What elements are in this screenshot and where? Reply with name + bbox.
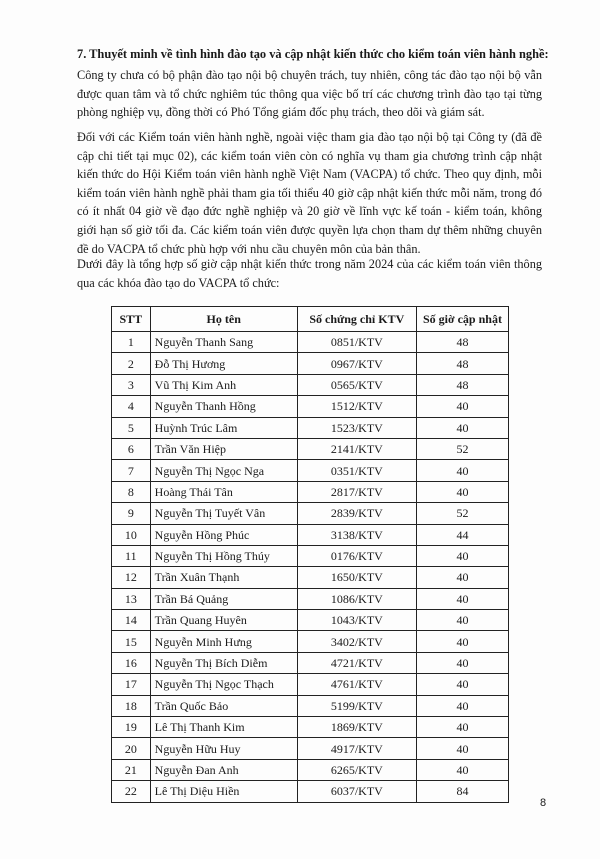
row-cert: 2839/KTV [297, 503, 416, 524]
table-row [112, 759, 509, 780]
row-cert: 1043/KTV [297, 610, 416, 631]
row-hours: 84 [416, 781, 508, 802]
table-row [112, 374, 509, 395]
table-row [112, 781, 509, 802]
row-cert: 3402/KTV [297, 631, 416, 652]
row-hours: 40 [416, 588, 508, 609]
row-name: Nguyễn Hữu Huy [150, 738, 297, 759]
row-hours: 40 [416, 396, 508, 417]
row-stt: 18 [112, 695, 151, 716]
row-cert: 1523/KTV [297, 417, 416, 438]
row-name: Nguyễn Hồng Phúc [150, 524, 297, 545]
row-cert: 1650/KTV [297, 567, 416, 588]
row-stt: 10 [112, 524, 151, 545]
row-cert: 4721/KTV [297, 652, 416, 673]
row-hours: 40 [416, 695, 508, 716]
header-stt: STT [112, 307, 151, 332]
row-hours: 40 [416, 460, 508, 481]
row-stt: 9 [112, 503, 151, 524]
row-name: Nguyễn Thanh Sang [150, 332, 297, 353]
table-header-row [112, 307, 509, 332]
row-stt: 8 [112, 481, 151, 502]
row-hours: 40 [416, 610, 508, 631]
row-stt: 17 [112, 674, 151, 695]
row-cert: 6265/KTV [297, 759, 416, 780]
row-cert: 0565/KTV [297, 374, 416, 395]
row-hours: 48 [416, 332, 508, 353]
row-hours: 44 [416, 524, 508, 545]
row-stt: 5 [112, 417, 151, 438]
row-cert: 2817/KTV [297, 481, 416, 502]
table-row [112, 438, 509, 459]
row-hours: 40 [416, 674, 508, 695]
row-stt: 20 [112, 738, 151, 759]
row-name: Nguyễn Minh Hưng [150, 631, 297, 652]
row-stt: 2 [112, 353, 151, 374]
row-name: Trần Xuân Thạnh [150, 567, 297, 588]
page-number: 8 [540, 797, 547, 809]
table-row [112, 695, 509, 716]
row-hours: 52 [416, 438, 508, 459]
table-row [112, 396, 509, 417]
table-row [112, 481, 509, 502]
row-hours: 40 [416, 567, 508, 588]
table-row [112, 717, 509, 738]
row-stt: 21 [112, 759, 151, 780]
table-row [112, 417, 509, 438]
row-name: Nguyễn Thị Ngọc Nga [150, 460, 297, 481]
row-cert: 0351/KTV [297, 460, 416, 481]
row-hours: 40 [416, 738, 508, 759]
row-cert: 0967/KTV [297, 353, 416, 374]
table-row [112, 332, 509, 353]
table-row [112, 503, 509, 524]
table-row [112, 545, 509, 566]
row-cert: 3138/KTV [297, 524, 416, 545]
row-name: Nguyễn Đan Anh [150, 759, 297, 780]
row-stt: 16 [112, 652, 151, 673]
row-stt: 1 [112, 332, 151, 353]
row-name: Trần Quốc Bảo [150, 695, 297, 716]
table-row [112, 610, 509, 631]
row-cert: 4761/KTV [297, 674, 416, 695]
row-hours: 40 [416, 481, 508, 502]
row-name: Nguyễn Thanh Hồng [150, 396, 297, 417]
row-cert: 1512/KTV [297, 396, 416, 417]
table-row [112, 674, 509, 695]
table-row [112, 588, 509, 609]
row-name: Nguyễn Thị Tuyết Vân [150, 503, 297, 524]
row-name: Lê Thị Thanh Kim [150, 717, 297, 738]
header-hours: Số giờ cập nhật [416, 307, 508, 332]
header-name: Họ tên [150, 307, 297, 332]
row-stt: 12 [112, 567, 151, 588]
row-hours: 40 [416, 759, 508, 780]
row-cert: 1086/KTV [297, 588, 416, 609]
row-name: Đỗ Thị Hương [150, 353, 297, 374]
row-stt: 11 [112, 545, 151, 566]
table-row [112, 524, 509, 545]
row-stt: 22 [112, 781, 151, 802]
row-hours: 40 [416, 717, 508, 738]
row-name: Trần Bá Quảng [150, 588, 297, 609]
table-row [112, 353, 509, 374]
row-hours: 40 [416, 545, 508, 566]
row-stt: 7 [112, 460, 151, 481]
row-name: Hoàng Thái Tân [150, 481, 297, 502]
row-cert: 4917/KTV [297, 738, 416, 759]
row-name: Trần Quang Huyên [150, 610, 297, 631]
row-hours: 48 [416, 374, 508, 395]
row-cert: 0851/KTV [297, 332, 416, 353]
row-name: Huỳnh Trúc Lâm [150, 417, 297, 438]
table-row [112, 631, 509, 652]
table-row [112, 567, 509, 588]
row-name: Nguyễn Thị Bích Diễm [150, 652, 297, 673]
row-name: Trần Văn Hiệp [150, 438, 297, 459]
row-cert: 0176/KTV [297, 545, 416, 566]
row-stt: 15 [112, 631, 151, 652]
row-cert: 5199/KTV [297, 695, 416, 716]
row-hours: 48 [416, 353, 508, 374]
paragraph-vacpa-requirements: Đối với các Kiểm toán viên hành nghề, ngoài việc tham gia đào tạo nội bộ tại Công ty (đã đề cập chi tiết tại mục 02), các kiểm toán viên còn có nghĩa vụ tham gia chương trình cập nhật kiến thức do Hội Kiểm toán viên hành nghề Việt Nam (VACPA) tổ chức. Theo quy định, mỗi kiểm toán viên hành nghề phải tham gia tối thiểu 40 giờ cập nhật kiến thức mỗi năm, trong đó có ít nhất 04 giờ về đạo đức nghề nghiệp và 20 giờ về lĩnh vực kế toán - kiểm toán, không giới hạn số giờ tối đa. Các kiểm toán viên được quyền lựa chọn tham dự thêm những chuyên đề do VACPA tổ chức phù hợp với nhu cầu chuyên môn của bản thân. [77, 130, 542, 256]
row-cert: 1869/KTV [297, 717, 416, 738]
row-hours: 52 [416, 503, 508, 524]
table-row [112, 652, 509, 673]
row-stt: 6 [112, 438, 151, 459]
paragraph-internal-training: Công ty chưa có bộ phận đào tạo nội bộ chuyên trách, tuy nhiên, công tác đào tạo nội bộ vẫn được quan tâm và tổ chức nghiêm túc thông qua việc bố trí các chương trình đào tạo tại từng phòng nghiệp vụ, đồng thời có Phó Tổng giám đốc phụ trách, theo dõi và giám sát. [77, 68, 542, 120]
row-name: Nguyễn Thị Hồng Thúy [150, 545, 297, 566]
row-hours: 40 [416, 417, 508, 438]
row-hours: 40 [416, 652, 508, 673]
row-cert: 2141/KTV [297, 438, 416, 459]
header-cert: Số chứng chỉ KTV [297, 307, 416, 332]
table-body [112, 332, 509, 803]
row-cert: 6037/KTV [297, 781, 416, 802]
auditor-training-table [111, 306, 509, 803]
row-stt: 13 [112, 588, 151, 609]
paragraph-table-intro: Dưới đây là tổng hợp số giờ cập nhật kiến thức trong năm 2024 của các kiểm toán viên thông qua các khóa đào tạo do VACPA tổ chức: [77, 257, 542, 290]
section-heading: 7. Thuyết minh về tình hình đào tạo và cập nhật kiến thức cho kiểm toán viên hành nghề: [77, 47, 549, 61]
row-name: Vũ Thị Kim Anh [150, 374, 297, 395]
row-hours: 40 [416, 631, 508, 652]
row-stt: 19 [112, 717, 151, 738]
table-row [112, 460, 509, 481]
row-name: Lê Thị Diệu Hiền [150, 781, 297, 802]
row-stt: 4 [112, 396, 151, 417]
row-name: Nguyễn Thị Ngọc Thạch [150, 674, 297, 695]
table-row [112, 738, 509, 759]
row-stt: 14 [112, 610, 151, 631]
row-stt: 3 [112, 374, 151, 395]
